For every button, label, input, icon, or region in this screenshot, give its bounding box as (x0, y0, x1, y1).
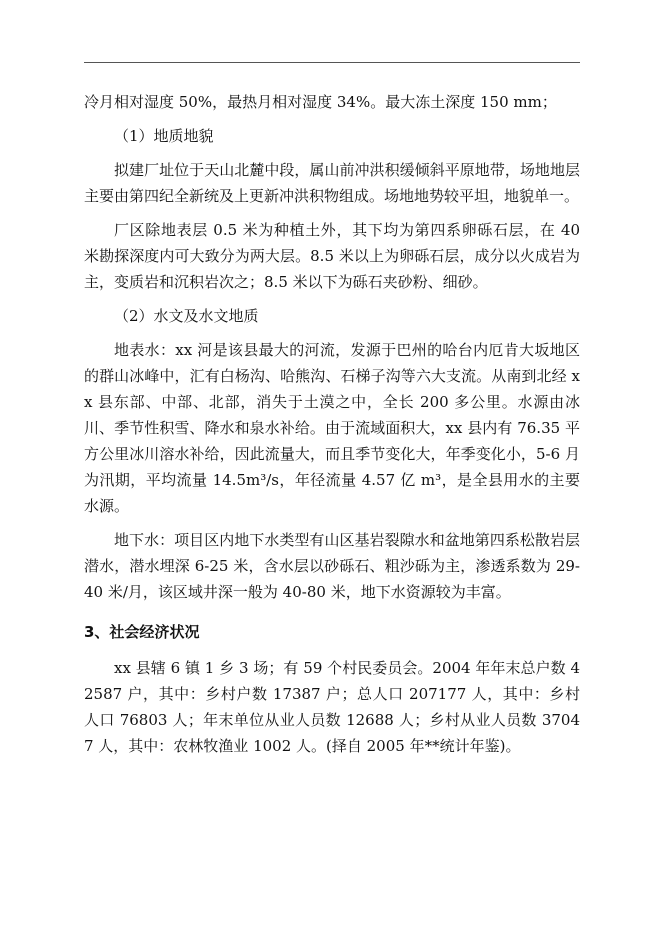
document-body (84, 89, 580, 767)
geology-paragraph-1: 拟建厂址位于天山北麓中段，属山前冲洪积缓倾斜平原地带，场地地层主要由第四纪全新统及上更新冲洪积物组成。场地地势较平坦，地貌单一。 (84, 161, 580, 205)
geology-paragraph-2: 厂区除地表层 0.5 米为种植土外，其下均为第四系卵砾石层，在 40 米勘探深度内可大致分为两大层。8.5 米以上为卵砾石层，成分以火成岩为主，变质岩和沉积岩次之；8.5 米以下为砾石夹砂粉、细砂。 (84, 221, 580, 291)
hydrology-heading: （2）水文及水文地质 (114, 307, 259, 325)
geology-heading: （1）地质地貌 (114, 127, 214, 145)
header-rule (84, 62, 580, 63)
socioeconomic-paragraph: xx 县辖 6 镇 1 乡 3 场；有 59 个村民委员会。2004 年年末总户数 42587 户，其中：乡村户数 17387 户；总人口 207177 人，其中：乡村人口 76803 人；年末单位从业人员数 12688 人；乡村从业人员数 37047 人，其中：农林牧渔业 1002 人。(择自 2005 年**统计年鉴)。 (84, 659, 580, 755)
climate-paragraph: 冷月相对湿度 50%，最热月相对湿度 34%。最大冻土深度 150 mm； (84, 93, 557, 111)
groundwater-paragraph: 地下水：项目区内地下水类型有山区基岩裂隙水和盆地第四系松散岩层潜水，潜水埋深 6-25 米，含水层以砂砾石、粗沙砾为主，渗透系数为 29-40 米/月，该区域井深一般为 40-80 米，地下水资源较为丰富。 (84, 531, 580, 601)
section-3-title: 3、社会经济状况 (84, 623, 200, 641)
surface-water-paragraph: 地表水：xx 河是该县最大的河流，发源于巴州的哈台内厄肯大坂地区的群山冰峰中，汇有白杨沟、哈熊沟、石梯子沟等六大支流。从南到北经 xx 县东部、中部、北部，消失于土漠之中，全长 200 多公里。水源由冰川、季节性积雪、降水和泉水补给。由于流域面积大，xx 县内有 76.35 平方公里冰川溶水补给，因此流量大，而且季节变化大，年季变化小，5-6 月为汛期，平均流量 14.5m³/s，年径流量 4.57 亿 m³，是全县用水的主要水源。 (84, 341, 580, 515)
